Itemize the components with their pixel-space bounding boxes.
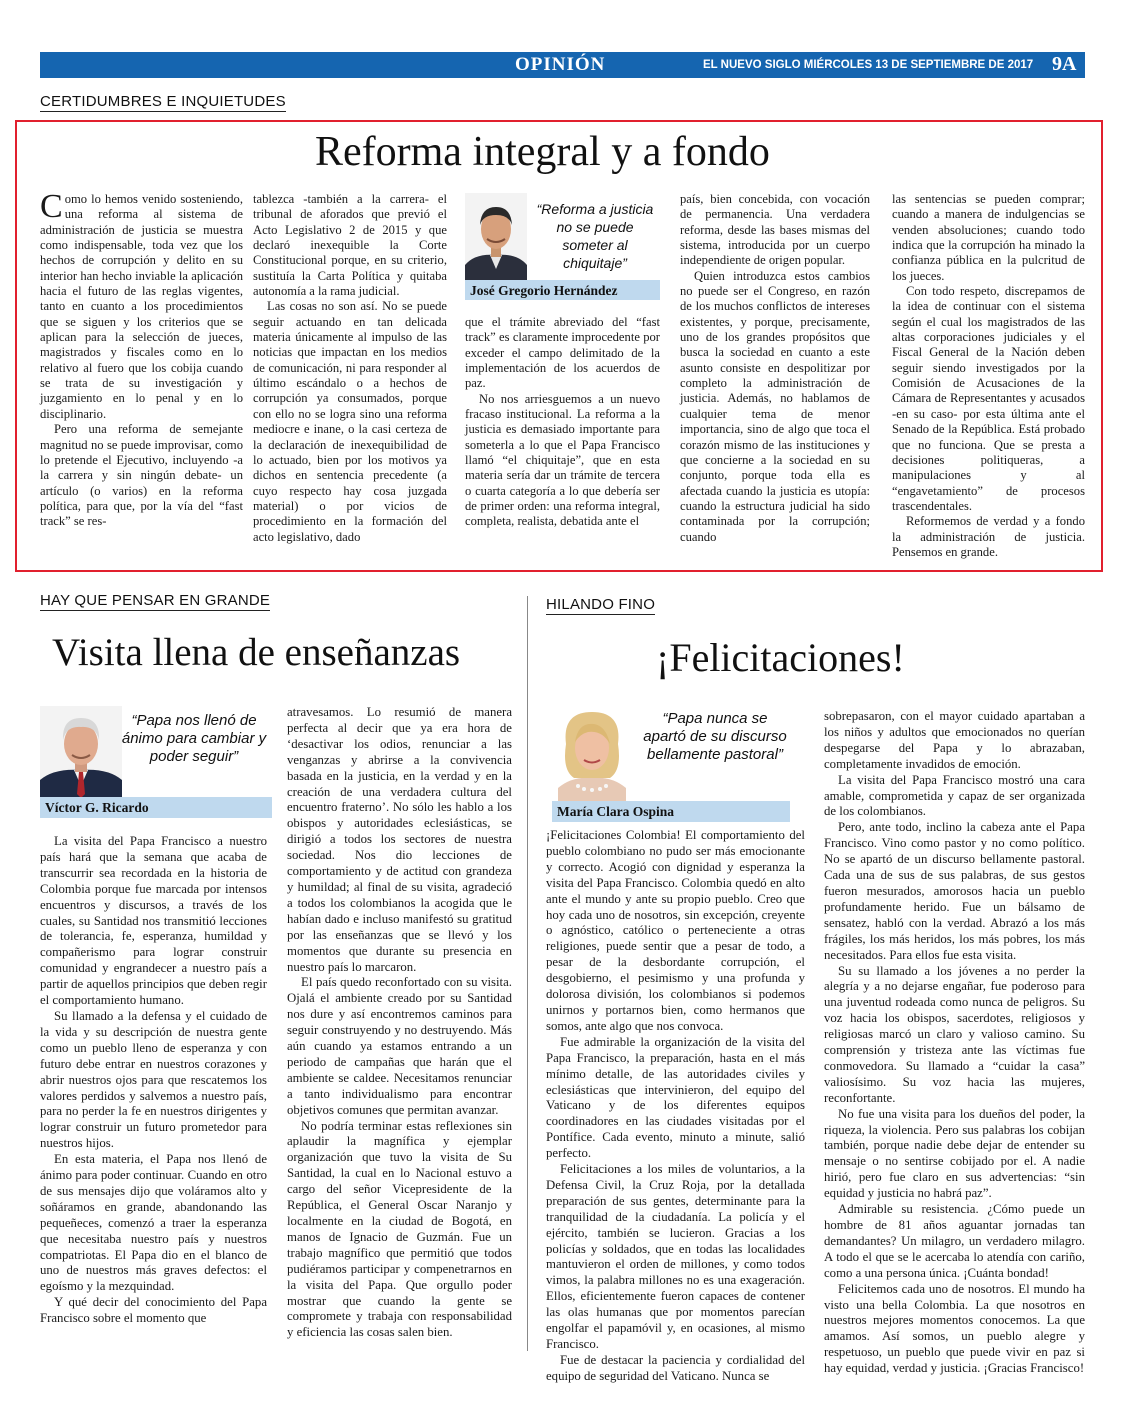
pull-quote: “Reforma a justicia no se puede someter al chiquitaje” bbox=[536, 201, 654, 271]
author-name: José Gregorio Hernández bbox=[465, 280, 660, 300]
article-column: La visita del Papa Francisco a nuestro país hará que la semana que acaba de transcurrir sea recordada en la historia de Colombia porque fue marcada por intensos encuentros y discursos, a través de los cuales, su Santidad nos transmitió lecciones de tolerancia, fe, esperanza, humildad y compañerismo para lograr construir comunidad y engrandecer a nuestro país a partir de aquellos principios que deben regir el comportamiento humano. Su llamado a la defensa y el cuidado de la vida y su descripción de nuestra gente como un pueblo lleno de esperanza y con futuro debe entrar en nuestros corazones y abrir nuestros ojos para que rescatemos los valores perdidos y salvemos a nuestro país, para no perder la fe en nuestros dirigentes y lograr construir un futuro prometedor para nuestros hijos. En esta materia, el Papa nos llenó de ánimo para poder continuar. Cuando en otro de sus mensajes dijo que voláramos alto y soñáramos en grande, abandonando las pequeñeces, comenzó a traer la esperanza que necesitaba nuestro país y nuestros compatriotas. El Papa dio en el blanco de uno de nuestros más graves defectos: el egoísmo y la mezquindad. Y qué decir del conocimiento del Papa Francisco sobre el momento que bbox=[40, 834, 267, 1326]
article-headline: ¡Felicitaciones! bbox=[656, 635, 905, 680]
section-title: OPINIÓN bbox=[515, 54, 606, 75]
author-photo bbox=[548, 704, 636, 804]
drop-cap: C bbox=[40, 188, 63, 225]
article-column: Como lo hemos venido sosteniendo, una reforma al sistema de administración de justicia se muestra como indispensable, toda vez que los hechos de corrupción y delito en su interior han hecho inviable la aplicación hacia el futuro de las reglas vigentes, tanto en cuanto a los procedimientos que se siguen y los criterios que se aplican para la selección de jueces, magistrados y fiscales como en lo relativo al fuero que los cobija cuando se trata de su investigación y juzgamiento en lo penal y en lo disciplinario. Pero una reforma de semejante magnitud no se puede improvisar, como lo pretende el Ejecutivo, incluyendo -a la carrera y sin ningún debate- un artículo (o varios) en la reforma política, para que, por la vía del “fast track” se res- bbox=[40, 188, 243, 529]
article-column: las sentencias se pueden comprar; cuando a manera de indulgencias se venden absoluciones; cuando todo indica que la corrupción ha minado la confianza pública en la pulcritud de los jueces. Con todo respeto, discrepamos de la idea de continuar con el sistema según el cual los magistrados de las altas corporaciones judiciales y el Fiscal General de la Nación deben seguir siendo investigados por la Comisión de Acusaciones de la Cámara de Representantes y acusados -en su caso- por esta última ante el Senado de la República. Está probado que no funciona. Que se presta a decisiones politiqueras, a manipulaciones y al “engavetamiento” de procesos trascendentales. Reformemos de verdad y a fondo la administración de justicia. Pensemos en grande. bbox=[892, 192, 1085, 559]
page-number: 9A bbox=[1052, 53, 1077, 75]
author-photo bbox=[40, 706, 122, 798]
publication-date-line: EL NUEVO SIGLO MIÉRCOLES 13 DE SEPTIEMBRE DE 2017 bbox=[703, 59, 1034, 71]
article-column: tablezca -también a la carrera- el tribunal de aforados que previó el Acto Legislativo 2 de 2015 y que declaró inexequible la Corte Constitucional porque, en su criterio, sustituía la Carta Política y quitaba autonomía a la rama judicial. Las cosas no son así. No se puede seguir actuando en tan delicada materia únicamente al impulso de las noticias que impactan en los medios de comunicación, ni para responder al último escándalo o a hechos de corrupción ya consumados, porque con ello no se logra sino una reforma mediocre e inane, o la casi certeza de la declaración de inexequibilidad de lo actuado, bien por los motivos ya dichos en sentencia precedente (a cuyo respecto hay cosa juzgada material) o por vicios de procedimiento en la formación del acto legislativo, dado bbox=[253, 192, 447, 544]
column-divider bbox=[527, 596, 528, 1351]
author-photo bbox=[465, 193, 527, 283]
column-kicker: HAY QUE PENSAR EN GRANDE bbox=[40, 592, 271, 609]
article-headline: Reforma integral y a fondo bbox=[315, 129, 770, 175]
author-name: María Clara Ospina bbox=[552, 801, 790, 822]
article-column: atravesamos. Lo resumió de manera perfecta al decir que ya era hora de ‘desactivar los odios, renunciar a las venganzas y abrirse a la convivencia basada en la justicia, en la verdad y en la creación de una verdadera cultura del encuentro fraterno’. No sólo les hablo a los obispos y autoridades eclesiásticas, se dirigió a todos los sectores de nuestra sociedad. Nos dio lecciones de comportamiento y de actitud con grandeza y humildad; al final de su visita, agradeció a todos los colombianos la acogida que le habían dado e incluso manifestó su gratitud por las enseñanzas que se llevó y los momentos que durante su presencia en nuestro país lo marcaron. El país quedo reconfortado con su visita. Ojalá el ambiente creado por su Santidad nos dure y así encontremos caminos para seguir construyendo y no destruyendo. Más aún cuando ya estamos entrando a un periodo de campañas que harán que el ambiente se caldee. Necesitamos renunciar a tanto individualismo para encontrar objetivos comunes que permitan avanzar. No podría terminar estas reflexiones sin aplaudir la magnífica y ejemplar organización que tuvo la visita de Su Santidad, la cual en lo Nacional estuvo a cargo del señor Vicepresidente de la República, el General Oscar Naranjo y localmente en la ciudad de Bogotá, en manos de Ignacio de Guzmán. Fue un trabajo magnífico que permitió que todos pudiéramos participar y compenetrarnos en la visita del Papa. Que orgullo poder mostrar que cuando la gente se compromete y trabaja con responsabilidad y eficiencia las cosas salen bien. bbox=[287, 705, 512, 1340]
column-kicker: CERTIDUMBRES E INQUIETUDES bbox=[40, 93, 286, 110]
author-name: Víctor G. Ricardo bbox=[40, 797, 272, 818]
pull-quote: “Papa nos llenó de ánimo para cambiar y poder seguir” bbox=[121, 712, 267, 765]
column-kicker: HILANDO FINO bbox=[546, 596, 656, 613]
article-column: que el trámite abreviado del “fast track” es claramente improcedente por exceder el campo delimitado de la implementación de los acuerdos de paz. No nos arriesguemos a un nuevo fracaso institucional. La reforma a la justicia es demasiado importante para someterla a lo que el Papa Francisco llamó “el chiquitaje”, que en esta materia sería dar un trámite de tercera o cuarta categoría a lo que debería ser de primer orden: una reforma integral, completa, realista, debatida ante el bbox=[465, 315, 660, 529]
article-column: país, bien concebida, con vocación de permanencia. Una verdadera reforma, desde las bases mismas del sistema, introducida por un cuerpo independiente de origen popular. Quien introduzca estos cambios no puede ser el Congreso, en razón de los muchos conflictos de intereses existentes, y porque, precisamente, uno de los grandes propósitos que busca la sociedad en cuanto a este asunto consiste en despolitizar por completo la administración de justicia. Además, no hablamos de cualquier tema de menor importancia, sino de algo que toca el corazón mismo de las instituciones y que concierne a la sociedad en su conjunto, porque toda ella es afectada cuando la justicia es utopía: cuando la estructura judicial ha sido contaminada por la corrupción; cuando bbox=[680, 192, 870, 544]
article-column: sobrepasaron, con el mayor cuidado apartaban a los niños y adultos que emocionados no querían despegarse del Papa y lo abrazaban, completamente invadidos de emoción. La visita del Papa Francisco mostró una cara amable, comprometida y capaz de ser organizada de los colombianos. Pero, ante todo, inclino la cabeza ante el Papa Francisco. Vino como pastor y no como político. No se apartó de un discurso bellamente pastoral. Cada una de sus de sus palabras, de sus gestos fueron mesurados, amorosos hacia un pueblo profundamente herido. Fue un bálsamo de sensatez, habló con la verdad. Abrazó a los más frágiles, los más heridos, los más pobres, los más necesitados. Para ellos fue esta visita. Su su llamado a los jóvenes a no perder la alegría y a no dejarse engañar, fue poderoso para una juventud rodeada como nunca de peligros. Su voz hacia los obispos, sacerdotes, religiosos y religiosas marcó un claro y valioso camino. Su comprensión y tristeza ante las víctimas fue conmovedora. Su llamado a “cuidar la casa” valiosísimo. Su voz hacia las mujeres, reconfortante. No fue una visita para los dueños del poder, la riqueza, la violencia. Pero sus palabras los cobijan también, porque nadie debe dejar de entender su mensaje o no sentirse cobijado por el. A nadie hirió, pero fue claro en sus advertencias: “sin equidad y justicia no habrá paz”. Admirable su resistencia. ¿Cómo puede un hombre de 81 años aguantar jornadas tan demandantes? Un milagro, un verdadero milagro. A todo el que se le acercaba lo atendía con cariño, como a una persona única. ¡Cuánta bondad! Felicitemos cada uno de nosotros. El mundo ha visto una bella Colombia. La que nosotros en nuestros mejores momentos conocemos. La que amamos. Así somos, un pueblo alegre y respetuoso, un pueblo que puede vivir en paz si hay equidad, verdad y justicia. ¡Gracias Francisco! bbox=[824, 709, 1085, 1376]
article-column: ¡Felicitaciones Colombia! El comportamiento del pueblo colombiano no pudo ser más emocionante y correcto. Acogió con dignidad y esperanza la visita del Papa Francisco. Colombia quedó en alto ante el mundo y ante su propio pueblo. Creo que hoy cada uno de nosotros, sin excepción, creyente o agnóstico, católico o perteneciente a otras religiones, puede sentir que a pesar de todo, a pesar de la desbordante corrupción, el desgobierno, el pesimismo y una profunda y dolorosa división, los colombianos si podemos unirnos y portarnos bien, como hermanos que somos, ante algo que nos convoca. Fue admirable la organización de la visita del Papa Francisco, la preparación, hasta en el más mínimo detalle, de las autoridades civiles y eclesiásticas que intervinieron, del equipo del Vaticano y de los diferentes equipos coordinadores en las ciudades visitadas por el Pontífice. Cada evento, minuto a minute, salió perfecto. Felicitaciones a los miles de voluntarios, a la Defensa Civil, la Cruz Roja, por la detallada preparación de sus gentes, determinante para la tranquilidad de la ciudadanía. La policía y el ejército, también se lucieron. Gracias a los policías y soldados, que en todas las localidades mantuvieron el orden de millones, y como todos vimos, la palabra millones no es una exageración. Ellos, eficientemente fueron capaces de contener las olas humanas que por momentos parecían engolfar el papamóvil y, en ocasiones, al mismo Francisco. Fue de destacar la paciencia y cordialidad del equipo de seguridad del Vaticano. Nunca se bbox=[546, 828, 805, 1383]
article-headline: Visita llena de enseñanzas bbox=[52, 631, 461, 674]
pull-quote: “Papa nunca se apartó de su discurso bellamente pastoral” bbox=[643, 710, 787, 763]
